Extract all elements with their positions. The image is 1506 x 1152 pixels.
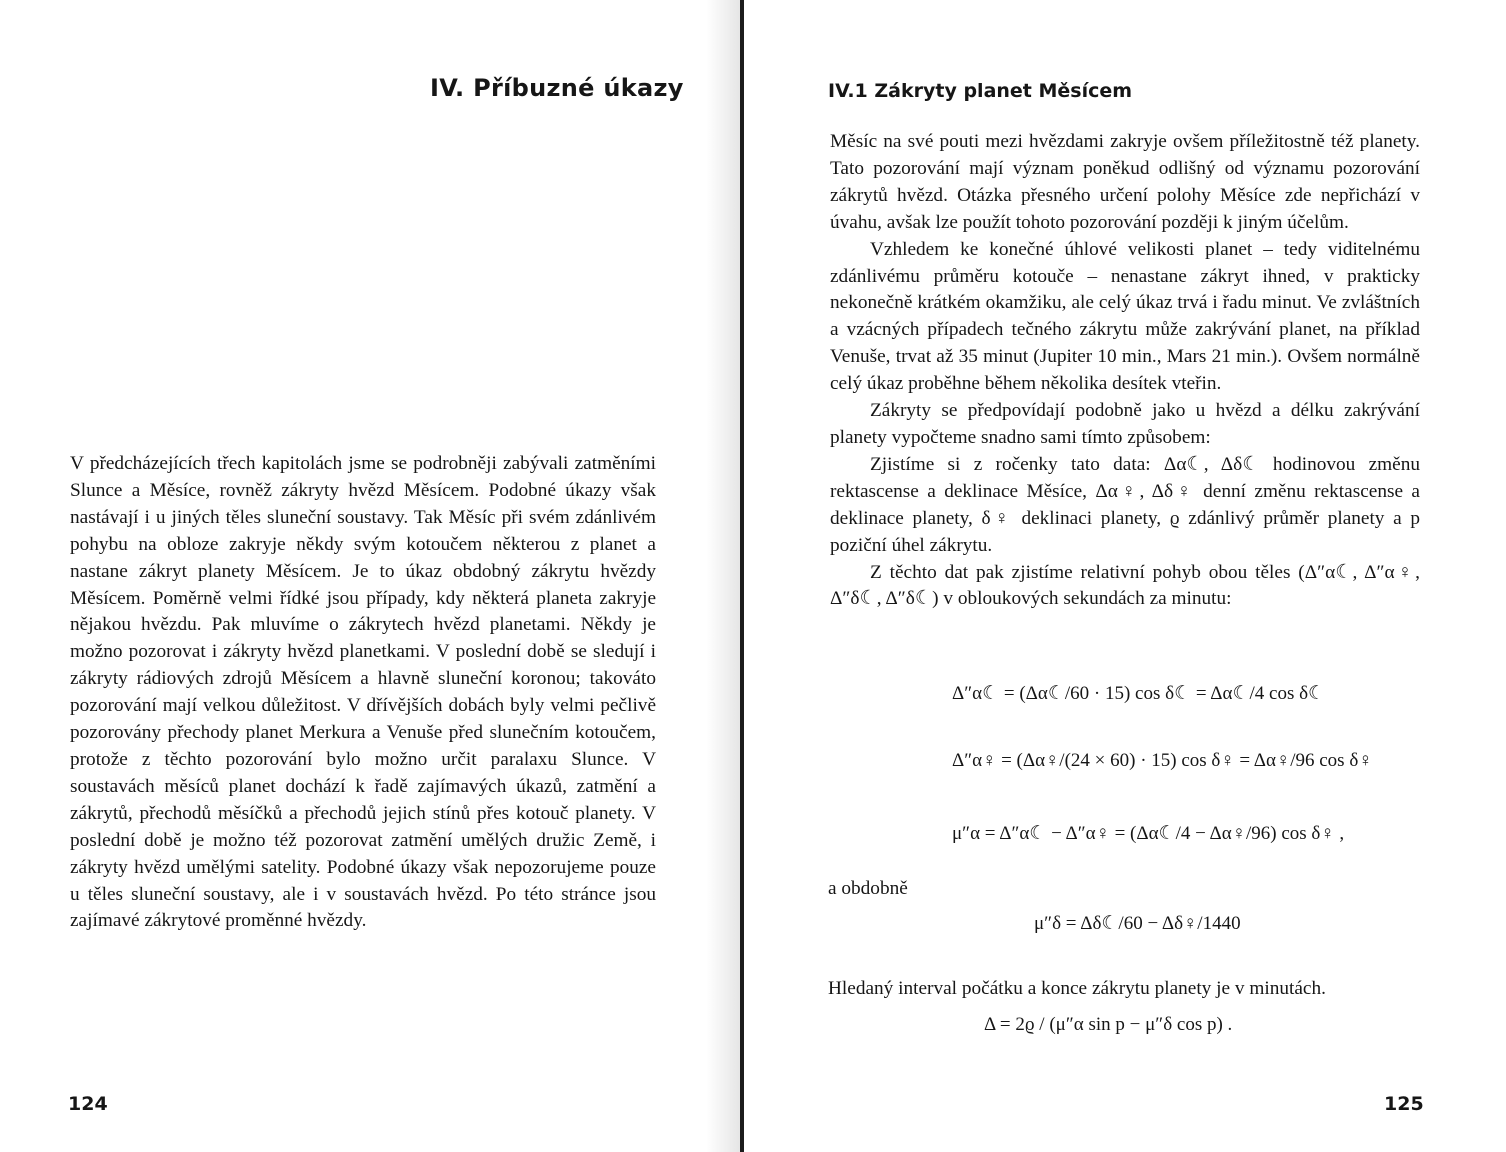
page-number-left: 124 <box>68 1093 108 1115</box>
page-number-right: 125 <box>1384 1093 1424 1115</box>
paragraph-2: Vzhledem ke konečné úhlové velikosti planet – tedy viditelnému zdánlivému průměru kotouče – nenastane zákryt ihned, v prakticky nekonečně krátkém okamžiku, ale celý úkaz trvá i řadu minut. Ve zvláštních a vzácných případech tečného zákrytu může zakrývání planet, na příklad Venuše, trvat až 35 minut (Jupiter 10 min., Mars 21 min.). Ovšem normálně celý úkaz proběhne během několika desítek vteřin. <box>830 238 1420 395</box>
formula-delta-alpha-venus: Δ″α♀ = (Δα♀/(24 × 60) · 15) cos δ♀ = Δα♀/96 cos δ♀ <box>952 750 1373 771</box>
chapter-intro-text <box>70 451 656 935</box>
formula-delta-interval: Δ = 2ϱ / (μ″α sin p − μ″δ cos p) . <box>984 1014 1233 1035</box>
interval-text: Hledaný interval počátku a konce zákrytu planety je v minutách. <box>828 978 1326 999</box>
paragraph-5: Z těchto dat pak zjistíme relativní pohyb obou těles (Δ″α☾, Δ″α♀, Δ″δ☾, Δ″δ☾) v obloukových sekundách za minutu: <box>830 561 1420 610</box>
paragraph-3: Zákryty se předpovídají podobně jako u hvězd a délku zakrývání planety vypočteme snadno sami tímto způsobem: <box>830 400 1420 448</box>
left-page <box>0 0 740 1152</box>
chapter-title: IV. Příbuzné úkazy <box>430 74 684 102</box>
right-page <box>744 0 1506 1152</box>
obdobne-text: a obdobně <box>828 878 908 899</box>
paragraph-1: Měsíc na své pouti mezi hvězdami zakryje ovšem příležitostně též planety. Tato pozorování mají význam poněkud odlišný od významu pozorování zákrytů hvězd. Otázka přesného určení polohy Měsíce zde nepřichází v úvahu, avšak lze použít tohoto pozorování později k jiným účelům. <box>830 131 1420 233</box>
formula-mu-delta: μ″δ = Δδ☾/60 − Δδ♀/1440 <box>1034 913 1241 934</box>
formula-mu-alpha: μ″α = Δ″α☾ − Δ″α♀ = (Δα☾/4 − Δα♀/96) cos δ♀ , <box>952 823 1345 844</box>
formula-delta-alpha-moon: Δ″α☾ = (Δα☾/60 · 15) cos δ☾ = Δα☾/4 cos δ☾ <box>952 683 1326 704</box>
paragraph-4: Zjistíme si z ročenky tato data: Δα☾, Δδ☾ hodinovou změnu rektascense a deklinace Měsíce, Δα♀, Δδ♀ denní změnu rektascense a deklinace planety, δ♀ deklinaci planety, ϱ zdánlivý průměr planety a p poziční úhel zákrytu. <box>830 453 1420 556</box>
section-body-text <box>830 129 1420 613</box>
section-title: IV.1 Zákryty planet Měsícem <box>828 80 1133 102</box>
intro-paragraph: V předcházejících třech kapitolách jsme se podrobněji zabývali zatměními Slunce a Měsíce, rovněž zákryty hvězd Měsícem. Podobné úkazy však nastávají i u jiných těles sluneční soustavy. Tak Měsíc při svém zdánlivém pohybu na obloze zakryje někdy svým kotoučem některou z planet a nastane zákryt planety Měsícem. Je to úkaz obdobný zákrytu hvězdy Měsícem. Poměrně velmi řídké jsou případy, kdy některá planeta zakryje nějakou hvězdu. Pak mluvíme o zákrytech hvězd planetami. Někdy je možno pozorovat i zákryty hvězd planetkami. V poslední době se sledují i zákryty rádiových zdrojů Měsícem a hlavně sluneční koronou; takováto pozorování mají velkou důležitost. V dřívějších dobách byly velmi pečlivě pozorovány přechody planet Merkura a Venuše před slunečním kotoučem, protože z těchto pozorování bylo možno určit paralaxu Slunce. V soustavách měsíců planet dochází k řadě zajímavých úkazů, zatmění a zákrytů, přechodů měsíčků a přechodů jejich stínů přes kotouč planety. V poslední době je možno též pozorovat zatmění umělých družic Země, i zákryty hvězd umělými satelity. Podobné úkazy však nepozorujeme pouze u těles sluneční soustavy, ale i v soustavách hvězd. Po této stránce jsou zajímavé zákrytové proměnné hvězdy. <box>70 453 656 932</box>
